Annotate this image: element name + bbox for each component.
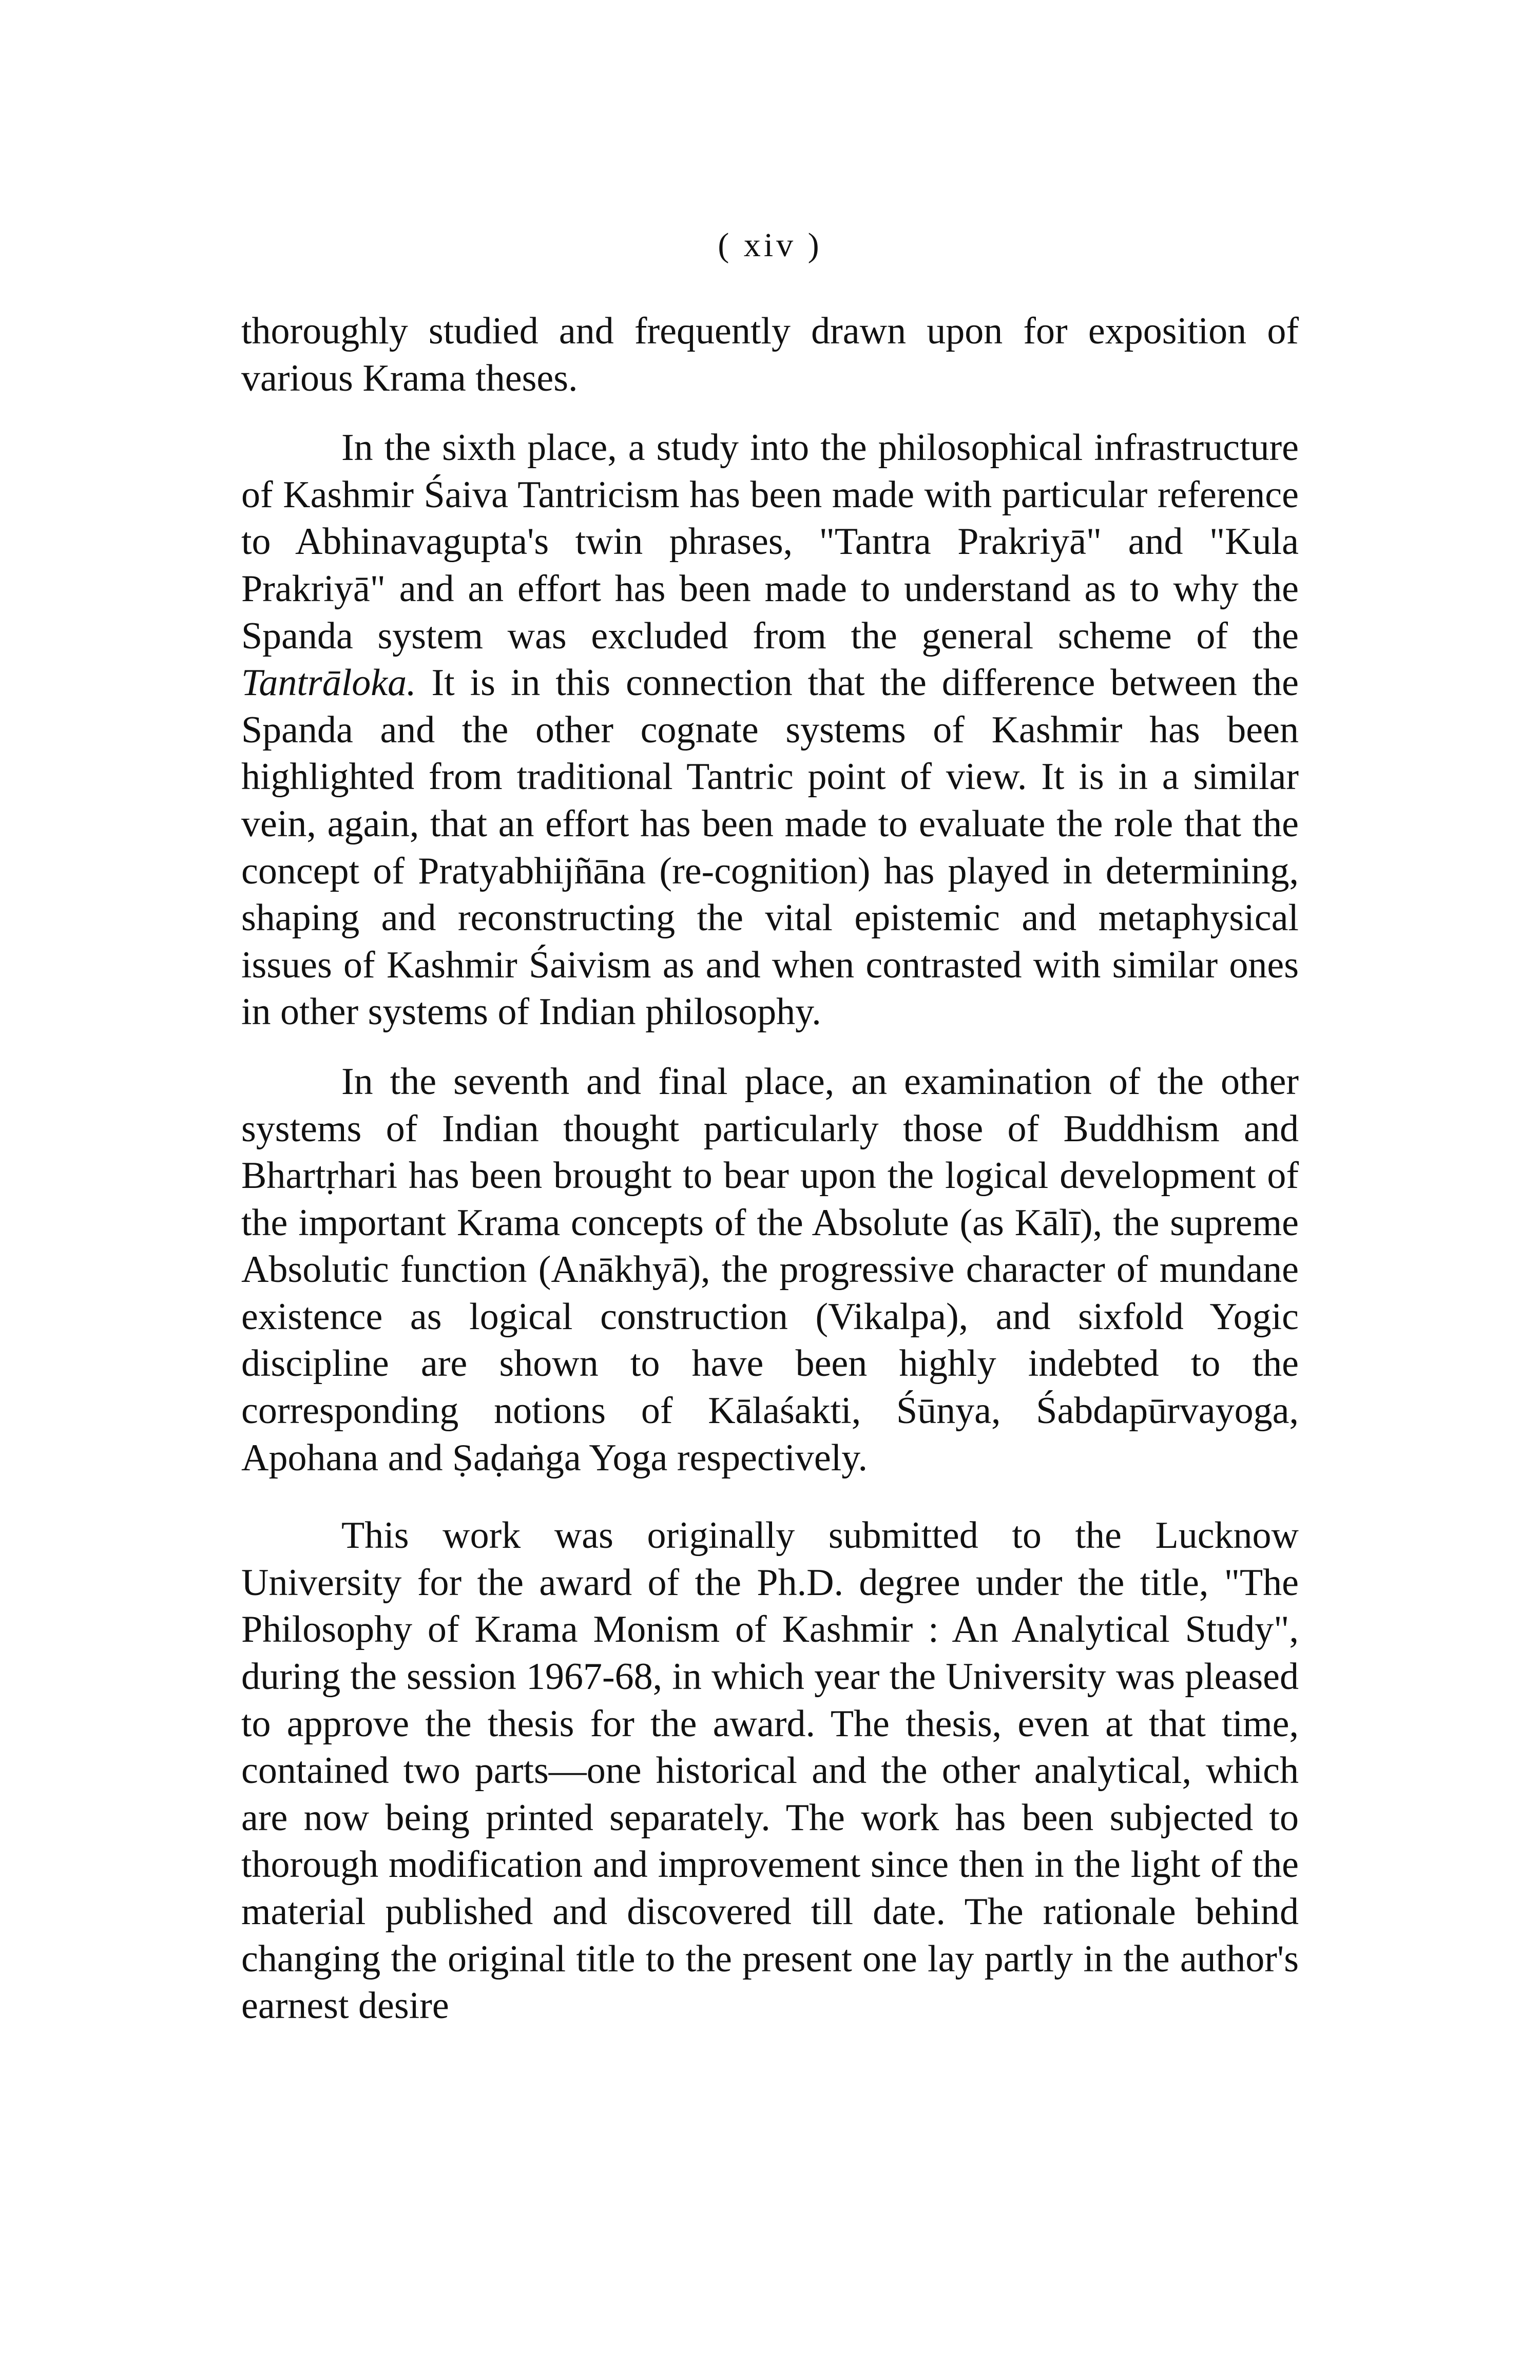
paragraph-continuation: thoroughly studied and frequently drawn upon for exposition of various Krama theses. [241,310,1299,399]
paragraph-text-start: In the sixth place, a study into the philosophical infrastructure of Kashmir Śaiva Tantricism has been made with particular reference to Abhinavagupta's twin phrases, "Tantra Prakriyā" and "Kula Prakriyā" and an effort has been made to understand as to why the Spanda system was excluded from the general scheme of the [241,427,1299,657]
paragraph-thesis-history: This work was originally submitted to the Lucknow University for the award of the Ph.D. degree under the title, "The Philosophy of Krama Monism of Kashmir : An Analytical Study", during the session 1967-68, in which year the University was pleased to approve the thesis for the award. The thesis, even at that time, contained two parts—one historical and the other analytical, which are now being printed separately. The work has been subjected to thorough modification and improvement since then in the light of the material published and discovered till date. The rationale behind changing the original title to the present one lay partly in the author's earnest desire [241,1514,1299,2027]
body-text [241,308,1299,2030]
paragraph-seventh-place: In the seventh and final place, an examination of the other systems of Indian thought particularly those of Buddhism and Bhartṛhari has been brought to bear upon the logical development of the important Krama concepts of the Absolute (as Kālī), the supreme Absolutic function (Anākhyā), the progressive character of mundane existence as logical construction (Vikalpa), and sixfold Yogic discipline are shown to have been highly indebted to the corresponding notions of Kālaśakti, Śūnya, Śabdapūrvayoga, Apohana and Ṣaḍaṅga Yoga respectively. [241,1060,1299,1479]
italic-title-tantraloka: Tantrāloka. [241,662,416,704]
page-number: ( xiv ) [718,226,822,264]
paragraph-sixth-place [241,425,1299,1036]
paragraph-text-end: It is in this connection that the difference between the Spanda and the other cognate systems of Kashmir has been highlighted from traditional Tantric point of view. It is in a similar vein, again, that an effort has been made to evaluate the role that the concept of Pratyabhijñāna (re-cognition) has played in determining, shaping and reconstructing the vital epistemic and metaphysical issues of Kashmir Śaivism as and when contrasted with similar ones in other systems of Indian philosophy. [241,662,1299,1033]
